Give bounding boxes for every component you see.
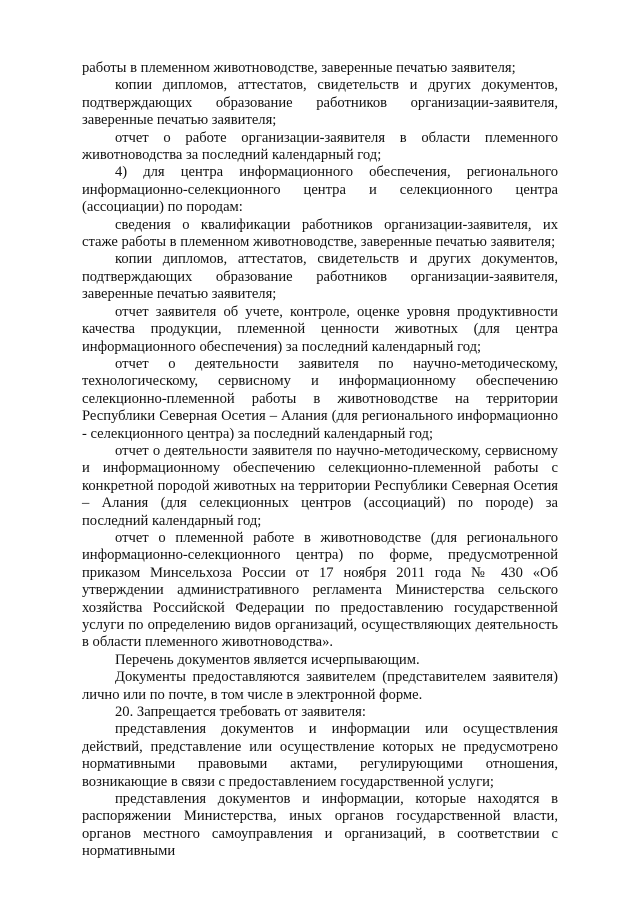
paragraph: 4) для центра информационного обеспечения, регионального информационно-селекционного центра и селекционного центра (ассоциации) по породам: [82, 164, 558, 216]
paragraph: представления документов и информации или осуществления действий, представление или осуществление которых не предусмотрено нормативными правовыми актами, регулирующими отношения, возникающие в связи с предоставлением государственной услуги; [82, 721, 558, 790]
paragraph: работы в племенном животноводстве, заверенные печатью заявителя; [82, 60, 516, 76]
paragraph: Перечень документов является исчерпывающим. [115, 651, 420, 668]
document-page [82, 60, 558, 861]
paragraph: отчет о деятельности заявителя по научно-методическому, технологическому, сервисному и информационному обеспечению селекционно-племенной работы в животноводстве на территории Республики Северная Осетия – Алания (для регионального информационно - селекционного центра) за последний календарный год; [82, 355, 558, 442]
paragraph: отчет о племенной работе в животноводстве (для регионального информационно-селекционного центра) по форме, предусмотренной приказом Минсельхоза России от 17 ноября 2011 года № 430 «Об утверждении административного регламента Министерства сельского хозяйства Российской Федерации по предоставлению государственной услуги по определению видов организаций, осуществляющих деятельность в области племенного животноводства». [82, 529, 558, 651]
paragraph: представления документов и информации, которые находятся в распоряжении Министерства, иных органов государственной власти, органов местного самоуправления и организаций, в соответствии с нормативными [82, 791, 558, 860]
paragraph: отчет заявителя об учете, контроле, оценке уровня продуктивности качества продукции, племенной ценности животных (для центра информационного обеспечения) за последний календарный год; [82, 303, 558, 355]
paragraph: сведения о квалификации работников организации-заявителя, их стаже работы в племенном животноводстве, заверенные печатью заявителя; [82, 216, 558, 251]
paragraph: копии дипломов, аттестатов, свидетельств и других документов, подтверждающих образование работников организации-заявителя, заверенные печатью заявителя; [82, 251, 558, 303]
paragraph: отчет о деятельности заявителя по научно-методическому, сервисному и информационному обеспечению селекционно-племенной работы с конкретной породой животных на территории Республики Северная Осетия – Алания (для селекционных центров (ассоциаций) по породе) за последний календарный год; [82, 442, 558, 529]
section-heading: 20. Запрещается требовать от заявителя: [115, 704, 366, 721]
paragraph: копии дипломов, аттестатов, свидетельств и других документов, подтверждающих образование работников организации-заявителя, заверенные печатью заявителя; [82, 77, 558, 129]
paragraph: отчет о работе организации-заявителя в области племенного животноводства за последний календарный год; [82, 129, 558, 164]
paragraph: Документы предоставляются заявителем (представителем заявителя) лично или по почте, в том числе в электронной форме. [82, 669, 558, 703]
